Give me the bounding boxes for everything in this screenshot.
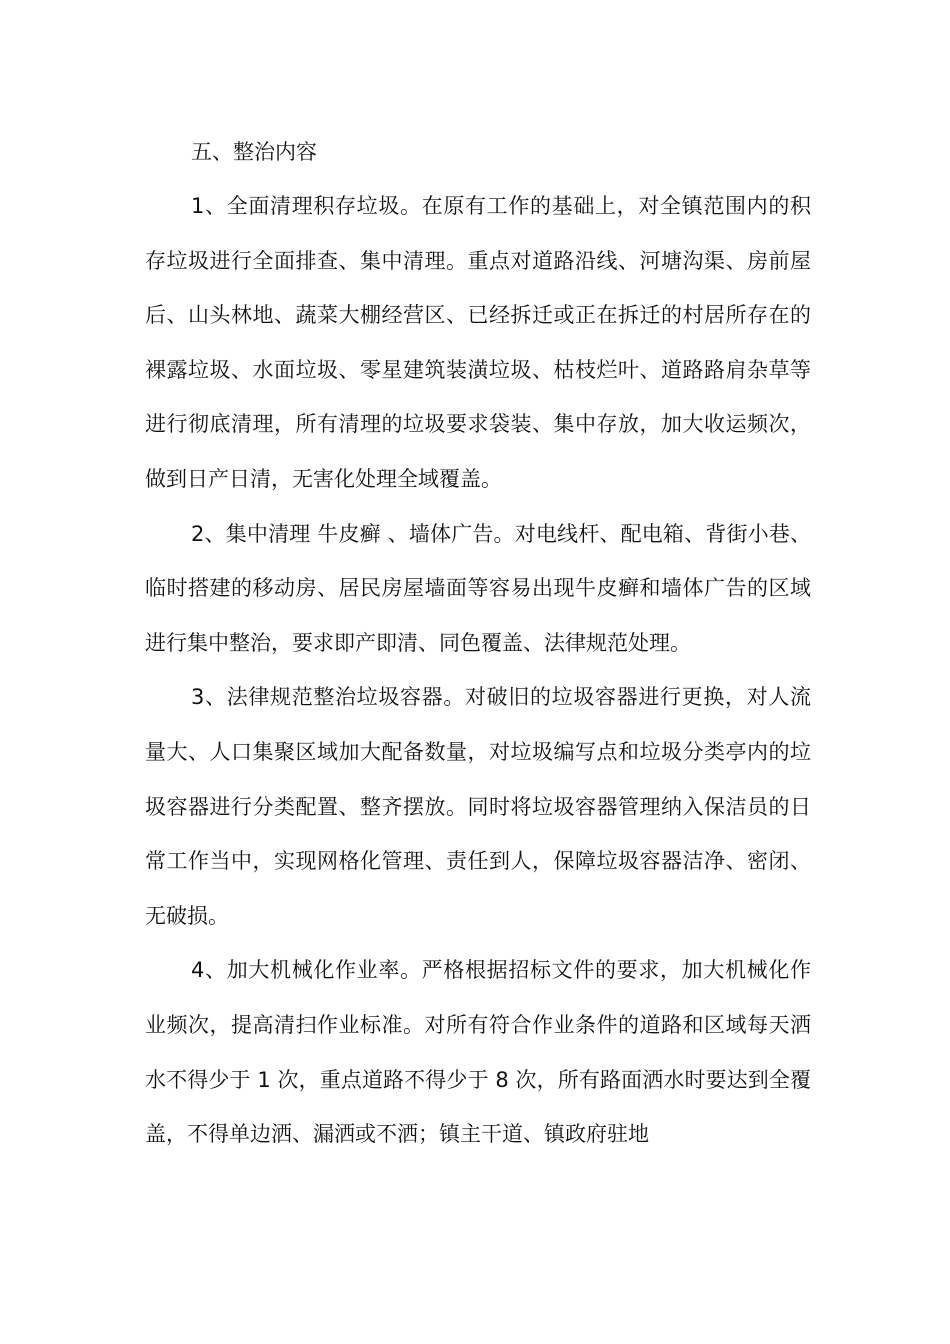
paragraph-1: 1、全面清理积存垃圾。在原有工作的基础上，对全镇范围内的积存垃圾进行全面排查、集中清理。重点对道路沿线、河塘沟渠、房前屋后、山头林地、蔬菜大棚经营区、已经拆迁或正在拆迁的村居所存在的裸露垃圾、水面垃圾、零星建筑装潢垃圾、枯枝烂叶、道路路肩杂草等进行彻底清理，所有清理的垃圾要求袋装、集中存放，加大收运频次，做到日产日清，无害化处理全域覆盖。 [145, 194, 811, 491]
paragraph-3: 3、法律规范整治垃圾容器。对破旧的垃圾容器进行更换，对人流量大、人口集聚区域加大配备数量，对垃圾编写点和垃圾分类亭内的垃圾容器进行分类配置、整齐摆放。同时将垃圾容器管理纳入保洁员的日常工作当中，实现网格化管理、责任到人，保障垃圾容器洁净、密闭、无破损。 [145, 685, 811, 928]
document-body [145, 125, 811, 1162]
section-heading: 五、整治内容 [191, 140, 317, 164]
paragraph-4: 4、加大机械化作业率。严格根据招标文件的要求，加大机械化作业频次，提高清扫作业标准。对所有符合作业条件的道路和区域每天洒水不得少于 1 次，重点道路不得少于 8 次，所有路面洒水时要达到全覆盖，不得单边洒、漏洒或不洒；镇主干道、镇政府驻地 [145, 958, 811, 1147]
paragraph-2: 2、集中清理 牛皮癣 、墙体广告。对电线杆、配电箱、背街小巷、临时搭建的移动房、居民房屋墙面等容易出现牛皮癣和墙体广告的区域进行集中整治，要求即产即清、同色覆盖、法律规范处理。 [145, 521, 811, 655]
